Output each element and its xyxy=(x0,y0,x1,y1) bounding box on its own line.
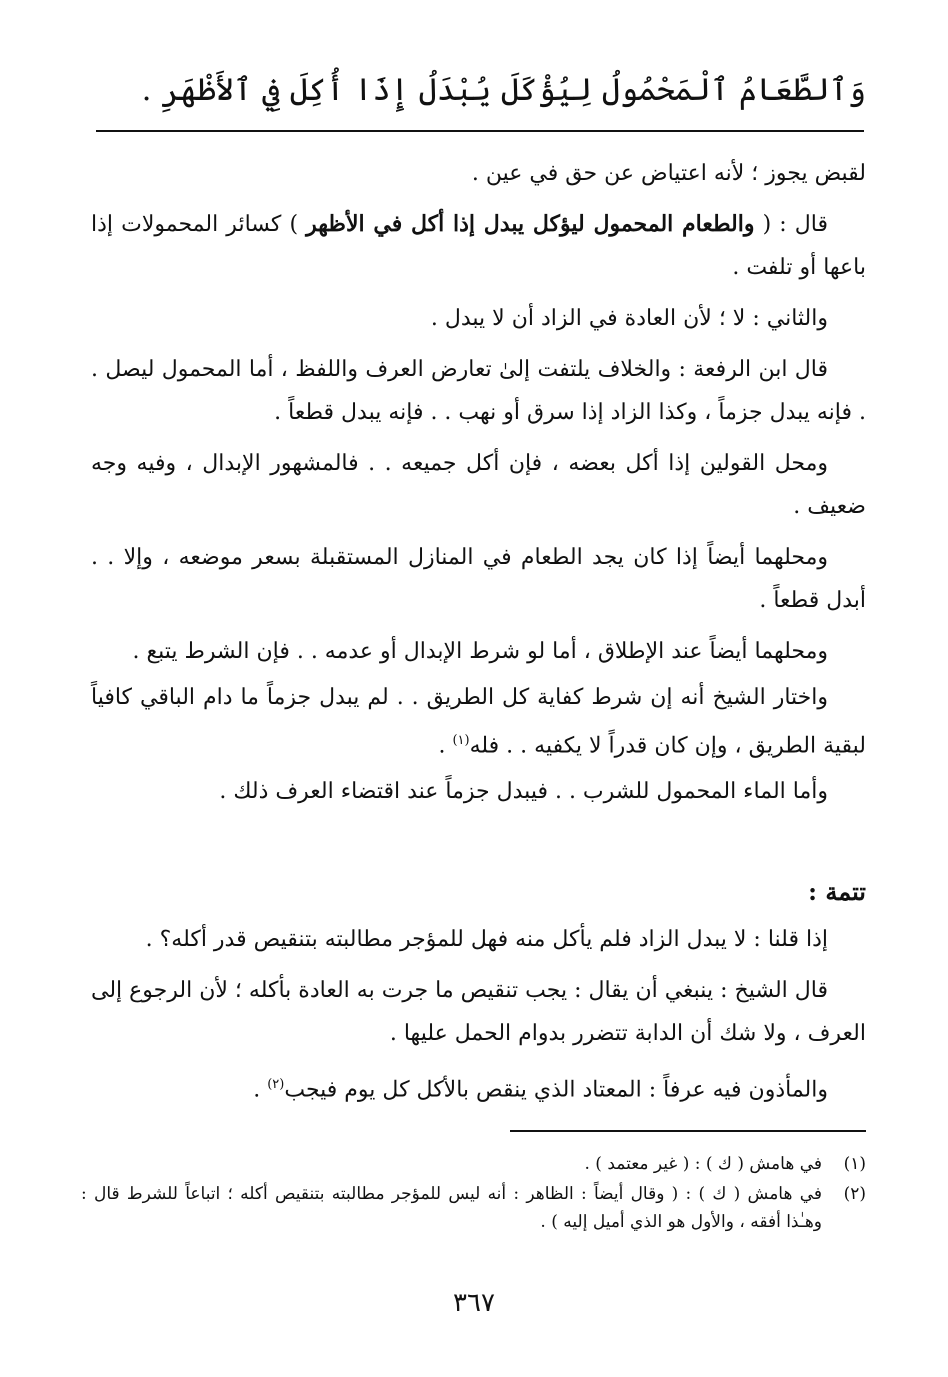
footnote-text: في هامش ( ك ) : ( وقال أيضاً : الظاهر : أنه ليس للمؤجر مطالبته بتنقيص أكله ؛ اتباعاً للشرط قال : وهـٰذا أفقه ، والأول هو الذي أميل إليه ) . xyxy=(81,1184,822,1232)
quoted-matn: والطعام المحمول ليؤكل يبدل إذا أكل في الأظهر xyxy=(306,211,755,237)
footnote-divider xyxy=(510,1130,866,1132)
tatimma-heading: تتمة : xyxy=(808,877,866,906)
matn-verse: وَٱلطَّعَامُ ٱلْمَحْمُولُ لِيُؤْكَلَ يُبْدَلُ إِذَا أُكِلَ فِي ٱلأَظْهَرِ . xyxy=(141,72,866,108)
paragraph-6: ومحلهما أيضاً إذا كان يجد الطعام في المنازل المستقبلة بسعر موضعه ، وإلا . . أبدل قطعاً . xyxy=(91,545,866,613)
footnote-text: في هامش ( ك ) : ( غير معتمد ) . xyxy=(584,1154,822,1174)
paragraph-5: ومحل القولين إذا أكل بعضه ، فإن أكل جميعه . . فالمشهور الإبدال ، وفيه وجه ضعيف . xyxy=(91,451,866,519)
tatimma-paragraph-3 xyxy=(91,1063,866,1111)
header-divider xyxy=(96,130,864,132)
paragraph-1: لقبض يجوز ؛ لأنه اعتياض عن حق في عين . xyxy=(471,161,866,186)
paragraph-9: وأما الماء المحمول للشرب . . فيبدل جزماً عند اقتضاء العرف ذلك . xyxy=(219,779,828,805)
tatimma-paragraph-2: قال الشيخ : ينبغي أن يقال : يجب تنقيص ما جرت به العادة بأكله ؛ لأن الرجوع إلى العرف ، ولا شك أن الدابة تتضرر بدوام الحمل عليها . xyxy=(91,978,866,1046)
paragraph-4: قال ابن الرفعة : والخلاف يلتفت إلىٰ تعارض العرف واللفظ ، أما المحمول ليصل . . فإنه يبدل جزماً ، وكذا الزاد إذا سرق أو نهب . . فإنه يبدل قطعاً . xyxy=(91,357,866,425)
page-number: ٣٦٧ xyxy=(453,1288,495,1318)
tatimma-paragraph-3-text: والمأذون فيه عرفاً : المعتاد الذي ينقص بالأكل كل يوم فيجب xyxy=(284,1077,828,1103)
footnote-ref-2[interactable]: (٢) xyxy=(267,1077,285,1092)
footnote-number: (٢) xyxy=(843,1184,866,1204)
tatimma-body xyxy=(91,918,866,1119)
paragraph-2-suffix: ) كسائر المحمولات إذا باعها أو تلفت . xyxy=(91,212,866,280)
commentary-body xyxy=(91,152,866,821)
paragraph-7: ومحلهما أيضاً عند الإطلاق ، أما لو شرط الإبدال أو عدمه . . فإن الشرط يتبع . xyxy=(132,639,828,664)
footnotes xyxy=(81,1150,866,1238)
footnote-ref-1[interactable]: (١) xyxy=(452,733,470,748)
footnote-2 xyxy=(81,1180,866,1236)
paragraph-8-end: . xyxy=(438,733,453,759)
footnote-1 xyxy=(81,1150,866,1178)
tatimma-paragraph-1: إذا قلنا : لا يبدل الزاد فلم يأكل منه فهل للمؤجر مطالبته بتنقيص قدر أكله؟ . xyxy=(145,927,828,952)
footnote-number: (١) xyxy=(843,1154,866,1174)
paragraph-2 xyxy=(91,203,866,289)
paragraph-3: والثاني : لا ؛ لأن العادة في الزاد أن لا يبدل . xyxy=(430,306,828,331)
paragraph-2-prefix: قال : ( xyxy=(754,212,828,237)
tatimma-paragraph-3-end: . xyxy=(253,1077,268,1103)
paragraph-8-text: واختار الشيخ أنه إن شرط كفاية كل الطريق . . لم يبدل جزماً ما دام الباقي كافياً لبقية الطريق ، وإن كان قدراً لا يكفيه . . فله xyxy=(91,685,866,759)
paragraph-8 xyxy=(91,676,866,767)
